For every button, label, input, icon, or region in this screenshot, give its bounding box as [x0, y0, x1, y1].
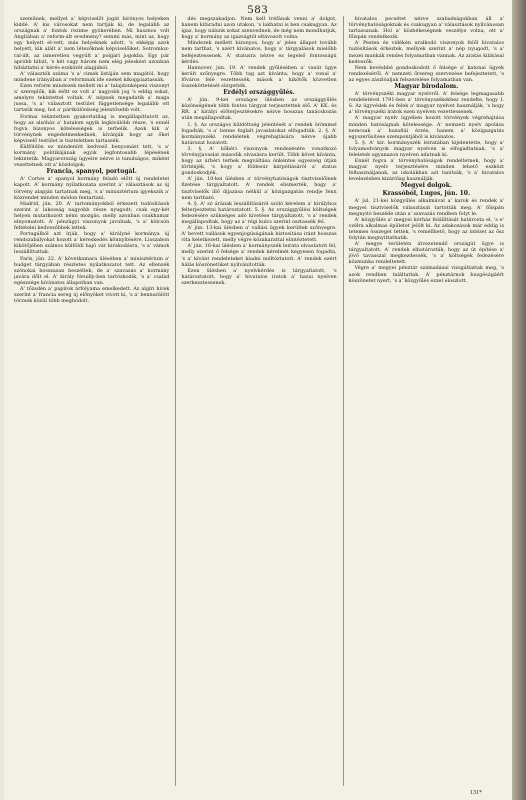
- paragraph: dés megszakadjon. Nem kell tréfának venni a' dolgot, hanem kifaradni azon utakon, 's lakhatni is ben csakugyan. Az igaz, hogy nálunk sokat szenvednek, de még nem mondhatjuk, hogy a' kormány az igazságtól eltávozott volna.: [181, 16, 337, 41]
- paragraph: 3. §. A' hűbéri viszonyok rendezésére vonatkozó törvényjavaslat második olvasásra került. Több követ kívánta, hogy az úrbéri terhek megváltása önkéntes egyezség útján történjék, 's hogy a' földesúr kárpótlásáról a' status gondoskodjék.: [181, 145, 337, 177]
- section-heading: Megyei dolgok.: [400, 182, 452, 190]
- paragraph: A' magyar nyelv ügyében hozott törvények végrehajtása minden hatóságnak kötelessége. A' nemzeti nyelv ápolása nemcsak a' hazafiúi érzés, hanem a' közigazgatás egyszerűsítése szempontjából is kívánatos.: [348, 115, 504, 140]
- paragraph: Nem kevésbbé gondoskodott ő felsége a' katonai ügyek rendezéséről. A' nemzeti őrsereg szervezése befejeztetett, 's az egyes zászlóaljak felszerelése folyamatban van.: [348, 64, 504, 83]
- section-heading: Magyar birodalom.: [394, 83, 459, 91]
- paragraph: Ezen reform mindezek mellett mi a' tulajdonképeni viszonyt a' szereplők, kik előtt ez volt a' nagyobb jog 's eddig sokat, amelyre tekintettel voltak. A' népnek megadatik a' maga jussa, 's a' választott testület függetlensége legalább ott tartatik meg, hol a' pártkülönbség jelentősebb volt.: [14, 83, 170, 114]
- paragraph: Végre a' megyei pénztár számadásai vizsgáltattak meg, 's azok rendben találtattak. A' pénztárnok buzgóságáért köszönetet nyert, 's a' közgyűlés ezzel eloszlott.: [348, 265, 504, 284]
- paragraph: A' közgyűlés a' megyei kórház felállítását határozta el, 's e' czélra alkalmas épületet jelölt ki. Az adakozások már eddig is tetemes összeget tettek, 's reméllhető, hogy az intézet az ősz folytán megnyittathatik.: [348, 216, 504, 241]
- paragraph: A' megye területén átvezetendő országút ügye is tárgyaltatott. A' rendek elhatározták, hogy az út építése a' jövő tavasszal megkezdessék, 's a' költségek fedezésére közmunka rendeltetett.: [348, 241, 504, 266]
- paragraph: Hannover, jún. 19. A' rendek gyűlésében a' vasút ügye került szőnyegre. Több tag azt kívánta, hogy a' vonal a' főváros felé vezettessék, mások a' kikötők közvetlen összeköttetését sürgették.: [181, 64, 337, 90]
- column-middle: [175, 16, 336, 786]
- section-subheading: Krassóból, Lugos, jún. 10.: [382, 190, 471, 198]
- section-heading: Erdélyi országgyűlés.: [223, 89, 295, 97]
- paragraph: Ennél fogva a' törvényhatóságok rendeltetnek, hogy a' magyar nyelv terjesztésére minden lehető eszközt felhasználjanak, az iskolákban azt tanítsák, 's a' hivatalos levelezésben kizárólag használják.: [348, 158, 504, 183]
- paragraph: 5. §. A' kir. kormányszék leiratában kijelentette, hogy a' folyamodványok magyar nyelven is elfogadtatnak, 's a' feleletek ugyanazon nyelven adatnak ki.: [348, 139, 504, 158]
- paragraph: A' jún. 16-kai ülésben a' kormányszék leirata olvastatott fel, melly szerint ő felsége a' rendek kérelmét kegyesen fogadta, 's a' kívánt rendeleteket kiadni méltóztatott. A' rendek ezért hálás köszönetüket nyilvánították.: [181, 243, 337, 268]
- paragraph: Mindezek mellett bizonyos, hogy a' jelen állapot tovább nem tarthat, 's azért kívánatos, hogy a' tárgyalások mielőbb befejeztessenek. A' statusra nézve ez legelső fontosságú kérdés.: [181, 40, 337, 65]
- paragraph: 1. §. Az országos küldöttség jelentését a' rendek örömmel fogadták, 's a' benne foglalt javaslatokat elfogadták. 2. §. A' kormányszéki rendeletek végrehajtására nézve újabb határozat hozatott.: [181, 121, 337, 146]
- paragraph: hivatalos pecsétet nézve szabadságokban áll a' törvényhatóságoknak és csakugyan a' választások nyilvánosan tartassanak. Hol a' közbékeségnek veszélye volna, ott a' főispán rendelkezik.: [348, 16, 504, 41]
- paragraph: Portugálból azt írják, hogy a' királyné kormánya új rendszabályokat hozott a' kereskedés könnyítésére. Lisszabon kikötőjében számos külföldi hajó vár kirakodásra, 's a' vámok leszállíttattak.: [14, 231, 170, 256]
- paragraph: 4. §. A' só árának leszállításáról szóló kérelem a' királyhoz felterjesztetni határoztatott. 5. §. Az országgyűlési költségek fedezésére szükséges adó kivetése tárgyaltatott, 's a' rendek megállapodtak, hogy az a' régi kulcs szerint osztassék fel.: [181, 200, 337, 225]
- paragraph: A' választók száma 's a' cimek listáján sem magától, hogy mindene irányában a' reformnak ide ezeket kikoppiaztassák.: [14, 70, 170, 83]
- signature-mark: 131*: [470, 790, 482, 796]
- column-right: [343, 16, 504, 786]
- column-left: [14, 16, 169, 786]
- paragraph: A' jún. 9-kei országos ülésben az országgyűlés közönségének több fontos tárgyat terjesztettek elő. A' KK. és RR. a' királyi előterjesztésekre nézve hosszas tanácskozás után megállapodtak.: [181, 97, 337, 122]
- text-columns: [14, 16, 504, 786]
- paragraph: A' jún. 10-kei ülésben a' törvényhatóságok tisztviselőinek fizetése tárgyaltatott. A' rendek elismerték, hogy a' tisztviselők illő díjazása nélkül a' közigazgatás rendje fenn nem tartható.: [181, 176, 337, 201]
- paragraph: A' jul. 21-kei közgyűlés alkalmával a' karok és rendek a' megyei tisztviselők választását tartották meg. A' főispán megnyitó beszéde után a' szavazás rendben folyt le.: [348, 198, 504, 217]
- section-heading: Francia, spanyol, portugál.: [46, 168, 137, 176]
- paragraph: Formai tekintetben gyakorlatilag is megállapíttatott az, hogy az alsóház a' hatalom egyik legkiválóbb része, 's ennél fogva bizonyos kötelességek is terhelik. Azok kik a' törvénynek engedelmeskednek, kívánják hogy az őket képviselő testület is tiszteletben tartassék.: [14, 113, 170, 144]
- paragraph: A' tőzsdén a' papírok árfolyama emelkedett. Az algíri hírek szerint a' francia sereg új előnyöket vívott ki, 's a' bennszülött törzsek közül több meghódolt.: [14, 286, 170, 305]
- page-number: 583: [247, 2, 269, 16]
- book-spine: [512, 0, 526, 800]
- paragraph: A' Pesten és vidékén uralkodó viszonyok felől hivatalos tudósítások érkeztek, mellyek szerint a' nép nyugodt, 's a' mezei munkák rendes folyamatban vannak. Az aratás kilátásai kedvezők.: [348, 40, 504, 65]
- paragraph: A' törvényszéki magyar nyelvről. A' felsége legmagasabb rendeletével 1791-ben a' törvényszékekhez rendelte, hogy I. S. Az ügyvédek és felek a' magyar nyelvet használják, 's hogy a' törvényszéki iratok ezen nyelven vezettessenek.: [348, 91, 504, 116]
- paragraph: A' jún. 13-kai ülésben a' vallási ügyek kerültek szőnyegre. A' bevett vallások egyenjogúságának biztosítása iránt hosszas vita keletkezett, melly végre közakarattal elintéztetett.: [181, 225, 337, 244]
- paragraph: A' Cortes a' spanyol kormány feladó előtt új rendeletet kapott. A' kormány nyilatkozata szerint a' választások az új törvény alapján tartatnak meg, 's a' minisztérium igyekszik a' közrendet minden módon fentartani.: [14, 176, 170, 201]
- paragraph: Külföldön ez mindenütt kedvező benyomást tett, 's a' kormány politikájának egyik legfontosabb lépésének tekintetik. Magyarország ügyeire nézve is tanulságos, miként vezettetnek ott a' közdolgok.: [14, 143, 170, 169]
- paragraph: szeműnek, mellyel a' képviselőt jogát birónyos helyeken kiddé. A' kis városokat nem tartják ki, de legalább az országnak a' fontok rezime gyökerében. Mi hasznos volt Angliában a' reform-ált eredmény? semmi más, mint az, hogy egy helyett el-vett, más helyeknek adott, 's ekképp azok helyett, kik alált a' nem létezőknek képviselőiket. Sotromloz-ral-ált, az ismeretlen vegyült a' polgári jogokba. Egy pár apróbb hibát, 's két vagy három nem elég jeleskést azonban hibáztatni a' kérés eszközét alapjából.: [14, 16, 170, 71]
- paragraph: Madrid, jún. 20. A' tartományokból érkezett tudósítások szerint a' lakosság nagyobb része nyugodt; csak egy-két helyen mutatkozott némi mozgás, melly azonban csakhamar elnyomatott. A' pénzügyi viszonyok javulnak, 's a' kölcsön feltételei kedvezőbbek lettek.: [14, 200, 170, 232]
- newspaper-page: [4, 0, 512, 800]
- paragraph: Ezen ülésben a' nyelvkérdés is tárgyaltatott, 's határoztatott, hogy a' hivatalos iratok a' hazai nyelven szerkesztessenek.: [181, 267, 337, 286]
- paragraph: Paris, jún. 22. A' követkamara ülésében a' minisztérium a' budget tárgyában részletes nyilatkozatot tett. Az ellenzék szónokai hosszasan beszéltek, de a' szavazás a' kormány javára dőlt el. A' király Neuilly-ben tartózkodik, 's a' család egészsége kívánatos állapotban van.: [14, 255, 170, 286]
